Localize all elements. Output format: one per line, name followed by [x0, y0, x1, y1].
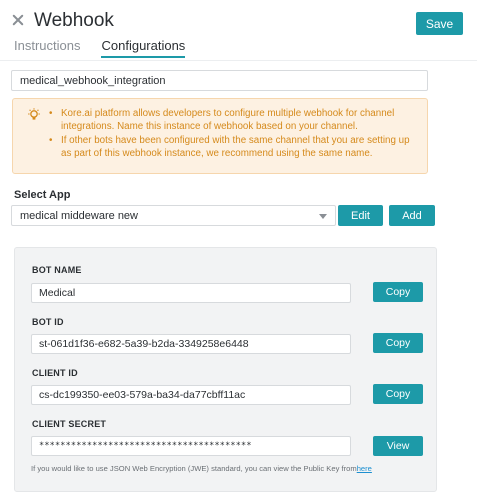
info-box: [12, 98, 428, 174]
save-button[interactable]: Save: [416, 12, 463, 35]
bot-id-label: BOT ID: [32, 317, 64, 327]
info-list: [61, 107, 417, 161]
client-secret-label: CLIENT SECRET: [32, 419, 107, 429]
client-secret-field: ****************************************: [31, 436, 351, 456]
chevron-down-icon: [319, 214, 327, 219]
bot-name-field: Medical: [31, 283, 351, 303]
client-id-field: cs-dc199350-ee03-579a-ba34-da77cbff11ac: [31, 385, 351, 405]
lightbulb-icon: [27, 108, 41, 122]
public-key-link[interactable]: here: [356, 464, 372, 473]
select-app-label: Select App: [14, 189, 71, 201]
client-id-label: CLIENT ID: [32, 368, 78, 378]
view-client-secret-button[interactable]: View: [373, 436, 423, 456]
copy-client-id-button[interactable]: Copy: [373, 384, 423, 404]
info-item: • If other bots have been configured with the same channel that you are setting up as part of this webhook instance, we recommend using the same name.: [61, 134, 417, 160]
tab-bar: [14, 38, 206, 58]
jwe-footnote-text: If you would like to use JSON Web Encryption (JWE) standard, you can view the Public Key from: [31, 464, 357, 473]
tab-instructions[interactable]: Instructions: [14, 38, 81, 53]
copy-bot-id-button[interactable]: Copy: [373, 333, 423, 353]
bot-id-field: st-061d1f36-e682-5a39-b2da-3349258e6448: [31, 334, 351, 354]
app-select[interactable]: [11, 205, 336, 226]
info-item: • Kore.ai platform allows developers to configure multiple webhook for channel integrations. Name this instance of webhook based on your channel.: [61, 107, 417, 133]
webhook-name-input[interactable]: medical_webhook_integration: [11, 70, 428, 91]
close-icon[interactable]: [11, 13, 25, 27]
bot-name-label: BOT NAME: [32, 265, 82, 275]
edit-app-button[interactable]: Edit: [338, 205, 383, 226]
copy-bot-name-button[interactable]: Copy: [373, 282, 423, 302]
app-select-value: medical middeware new: [20, 209, 138, 222]
tab-configurations[interactable]: Configurations: [101, 38, 185, 58]
page-title: Webhook: [34, 10, 114, 31]
jwe-footnote: [31, 464, 372, 473]
add-app-button[interactable]: Add: [389, 205, 435, 226]
tab-divider: [0, 60, 477, 61]
